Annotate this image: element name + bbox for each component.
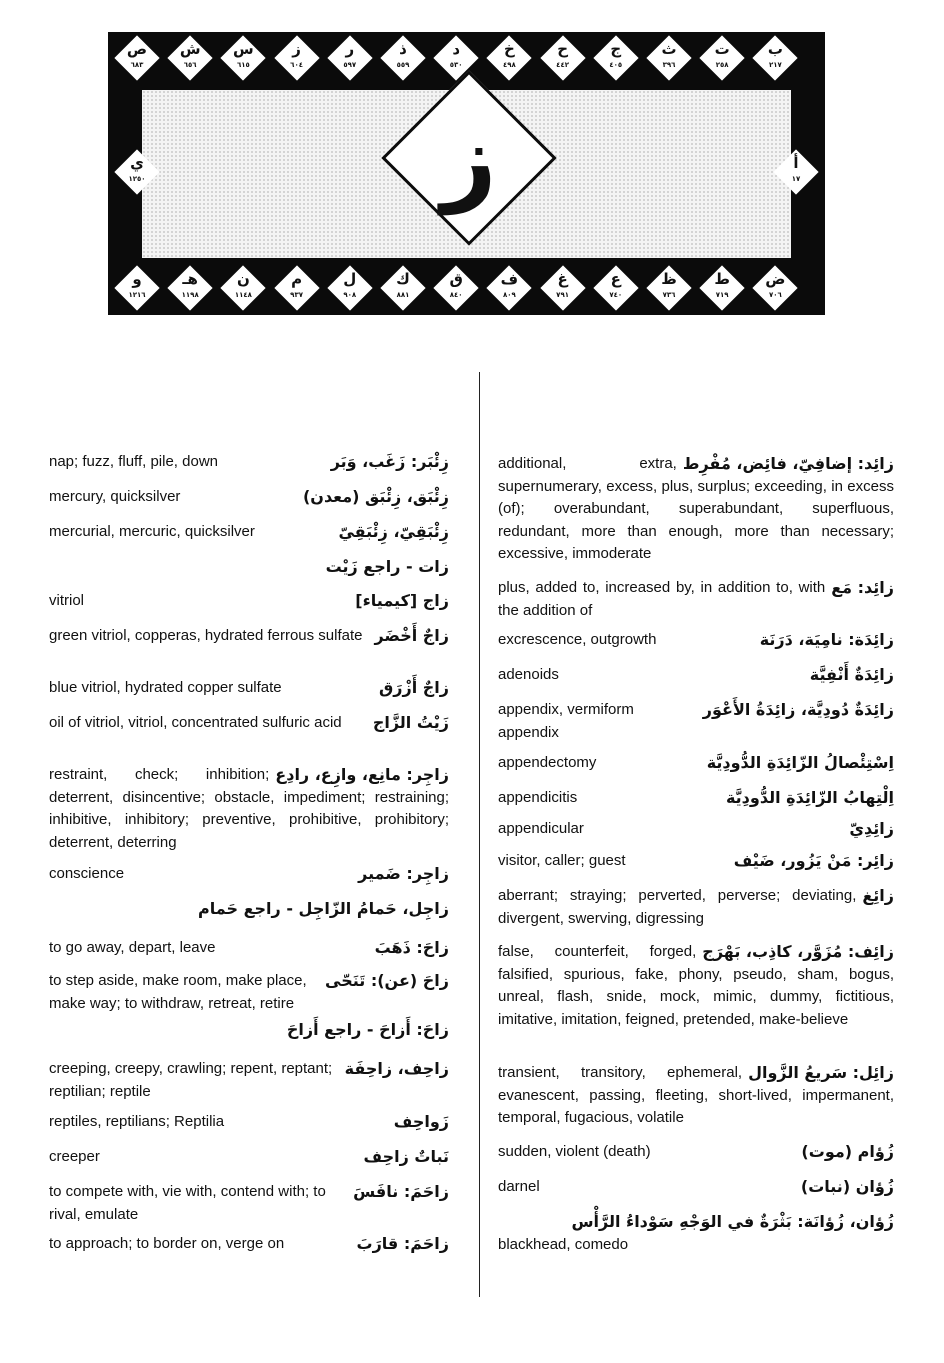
tile-page-number: ٥٥٩ <box>396 61 410 69</box>
entry-english: restraint, check; inhibition; deterrent, disincentive; obstacle, impediment; restraining; inhibitive, inhibitory; preventive, prohibitive, prohibitory; deterrent, deterring <box>49 766 449 851</box>
tile-page-number: ٥٣٠ <box>449 61 463 69</box>
entry-arabic: زائِدَةٌ أَنْفِيَّة <box>809 665 894 684</box>
tile-page-number: ٦٠٤ <box>290 61 303 69</box>
letter-index-tile[interactable] <box>487 36 531 80</box>
tile-page-number: ٩٠٨ <box>343 291 357 299</box>
tile-page-number: ٣٩٦ <box>662 61 676 69</box>
tile-letter: ح <box>557 40 568 58</box>
tile-page-number: ١١٤٨ <box>234 291 252 299</box>
tile-page-number: ٧٣٦ <box>662 291 676 299</box>
entry-arabic: زائِل: سَريعُ الزَّوال <box>748 1063 894 1082</box>
letter-index-tile[interactable] <box>753 36 797 80</box>
entry-english: sudden, violent (death) <box>498 1143 651 1160</box>
entry-english: to step aside, make room, make place, make way; to withdraw, retreat, retire <box>49 972 307 1012</box>
letter-index-tile[interactable] <box>221 36 265 80</box>
entry-english: visitor, caller; guest <box>498 852 626 869</box>
dictionary-entry <box>498 1176 894 1199</box>
entry-english: appendectomy <box>498 754 597 771</box>
dictionary-entry <box>498 629 894 652</box>
current-letter: ز <box>441 103 497 215</box>
entry-english: to go away, depart, leave <box>49 939 216 956</box>
entry-arabic: زائِف: مُزَوَّر، كاذِب، بَهْرَج <box>702 942 894 961</box>
tile-page-number: ٧٠٦ <box>768 291 782 299</box>
letter-index-tile[interactable] <box>594 36 638 80</box>
entry-english: green vitriol, copperas, hydrated ferrous sulfate <box>49 627 363 644</box>
entry-arabic: زَواحِف <box>393 1112 449 1131</box>
letter-index-tile[interactable] <box>168 266 212 310</box>
tile-letter: هـ <box>182 270 198 288</box>
dictionary-entry <box>49 970 449 1015</box>
entry-arabic: زِئْبَر: زَغَب، وَبَر <box>330 452 449 471</box>
tile-letter: ط <box>714 270 730 288</box>
tile-page-number: ٢١٧ <box>768 61 782 69</box>
dictionary-entry <box>49 863 449 886</box>
letter-index-tile[interactable] <box>700 266 744 310</box>
letter-index-tile[interactable] <box>275 36 319 80</box>
letter-index-tile[interactable] <box>541 266 585 310</box>
tile-page-number: ٦٥٦ <box>183 61 197 69</box>
letter-index-tile[interactable] <box>275 266 319 310</box>
entry-english: appendicitis <box>498 789 578 806</box>
tile-page-number: ٢٥٨ <box>715 61 729 69</box>
entry-arabic: زاحَ: أَزاحَ - راجع أَزاحَ <box>286 1020 449 1039</box>
letter-index-tile[interactable] <box>753 266 797 310</box>
entry-arabic: زاجٌ أَزْرَق <box>378 678 449 697</box>
entry-english: creeping, creepy, crawling; repent, reptant; reptilian; reptile <box>49 1060 333 1100</box>
entry-arabic: زائِدَة: نامِيَة، دَرَنَة <box>759 630 894 649</box>
entry-english: reptiles, reptilians; Reptilia <box>49 1113 225 1130</box>
tile-page-number: ٧٤٠ <box>609 291 623 299</box>
entry-arabic: زاجِر: ضَمير <box>358 864 449 883</box>
entry-english: transient, transitory, ephemeral, evanescent, passing, fleeting, short-lived, impermanent, temporal, fugacious, volatile <box>498 1064 894 1126</box>
entry-arabic: زاحَمَ: قارَبَ <box>356 1234 449 1253</box>
entry-arabic: زائِد: مَع <box>831 578 894 597</box>
letter-index-tile[interactable] <box>221 266 265 310</box>
letter-index-tile[interactable] <box>381 266 425 310</box>
entry-arabic: نَباتٌ زاحِف <box>363 1147 449 1166</box>
tile-letter: ك <box>396 270 410 288</box>
entry-english: darnel <box>498 1178 540 1195</box>
letter-index-tile[interactable] <box>115 36 159 80</box>
column-divider <box>479 372 480 1297</box>
tile-page-number: ٨٤٠ <box>449 291 463 299</box>
entry-english: blackhead, comedo <box>498 1235 629 1253</box>
dictionary-entry <box>498 818 894 841</box>
entry-english: appendicular <box>498 820 584 837</box>
dictionary-entry <box>49 937 449 960</box>
tile-page-number: ٦٨٣ <box>130 61 144 69</box>
entry-arabic: زاحَمَ: نافَسَ <box>353 1182 449 1201</box>
dictionary-entry <box>49 1111 449 1134</box>
tile-letter: ز <box>292 40 301 58</box>
dictionary-entry <box>498 752 894 775</box>
entry-arabic: زاجِر: مانِع، وازِع، رادِع <box>275 765 449 784</box>
tile-page-number: ٩٣٧ <box>290 291 303 299</box>
dictionary-entry <box>49 1146 449 1169</box>
tile-page-number: ١٢٥٠ <box>128 175 146 183</box>
dictionary-entry <box>49 898 449 921</box>
letter-index-tile[interactable] <box>168 36 212 80</box>
tile-page-number: ٦١٥ <box>236 61 250 69</box>
tile-letter: ع <box>610 270 621 288</box>
letter-index-tile[interactable] <box>381 36 425 80</box>
tile-letter: غ <box>557 270 568 288</box>
tile-letter: ذ <box>399 40 407 58</box>
tile-letter: و <box>132 270 142 288</box>
entry-english: conscience <box>49 865 125 882</box>
tile-letter: ي <box>130 154 144 172</box>
tile-page-number: ٥٩٧ <box>343 61 357 69</box>
tile-letter: ب <box>767 40 783 58</box>
letter-index-tile[interactable] <box>328 36 372 80</box>
entry-arabic: زُؤان (نبات) <box>800 1177 894 1196</box>
entry-arabic: زائِد: إضافِيّ، فائِض، مُفْرِط <box>682 454 894 473</box>
entry-english: nap; fuzz, fluff, pile, down <box>49 453 218 470</box>
tile-page-number: ٧١٩ <box>715 291 729 299</box>
entry-arabic: زِئْبَق، زِئْبَق (معدن) <box>302 487 449 506</box>
tile-letter: ق <box>449 270 463 288</box>
dictionary-entry <box>498 1211 894 1256</box>
entry-arabic: زِئْبَقِيّ، زِئْبَقِيّ <box>338 522 449 541</box>
entry-english: adenoids <box>498 666 559 683</box>
entry-english: appendix, vermiform appendix <box>498 701 634 741</box>
entry-english: excrescence, outgrowth <box>498 631 657 648</box>
tile-letter: ظ <box>661 270 677 288</box>
tile-letter: ص <box>126 40 148 58</box>
letter-index-tile[interactable] <box>700 36 744 80</box>
tile-letter: ث <box>661 40 677 58</box>
dictionary-entry <box>49 625 449 648</box>
entry-arabic: زاجٌ أَخْضَر <box>374 626 449 645</box>
tile-letter: س <box>233 40 254 58</box>
tile-page-number: ٤٤٢ <box>556 61 569 69</box>
tile-letter: ت <box>714 40 730 58</box>
tile-letter: ج <box>610 40 622 58</box>
entry-english: oil of vitriol, vitriol, concentrated sulfuric acid <box>49 714 342 731</box>
dictionary-entry <box>49 677 449 700</box>
dictionary-entry <box>49 764 449 854</box>
tile-page-number: ١٢١٦ <box>128 291 146 299</box>
entry-arabic: زات - راجع زَيْت <box>325 557 449 576</box>
letter-index-tile[interactable] <box>774 150 818 194</box>
tile-letter: أ <box>793 154 799 172</box>
entry-arabic: زائِر: مَنْ يَزُور، ضَيْف <box>733 851 894 870</box>
entry-arabic: اِسْتِئْصالُ الزّائِدَةِ الدُّودِيَّة <box>706 753 894 772</box>
entry-arabic: زاج [كيمياء] <box>355 591 449 610</box>
dictionary-entry <box>49 451 449 474</box>
dictionary-entry <box>498 1062 894 1130</box>
entry-english: creeper <box>49 1148 100 1165</box>
entry-arabic: زاحِف، زاحِفَة <box>344 1059 449 1078</box>
entry-arabic: اِلْتِهابُ الزّائِدَةِ الدُّودِيَّة <box>725 788 894 807</box>
dictionary-entry <box>498 787 894 810</box>
entry-arabic: زائِغ <box>862 886 894 905</box>
tile-page-number: ٧٩١ <box>556 291 569 299</box>
letter-index-tile[interactable] <box>115 266 159 310</box>
tile-letter: ل <box>343 270 357 288</box>
entry-english: vitriol <box>49 592 85 609</box>
dictionary-entry <box>498 1141 894 1164</box>
dictionary-entry <box>498 850 894 873</box>
tile-page-number: ٤٠٥ <box>609 61 623 69</box>
letter-index-tile[interactable] <box>541 36 585 80</box>
entry-arabic: زاحَ: ذَهَبَ <box>374 938 449 957</box>
dictionary-entry <box>49 590 449 613</box>
dictionary-entry <box>498 885 894 930</box>
entry-arabic: زاحَ (عن): تَنَحّى <box>325 971 449 990</box>
entry-arabic: زاجِل، حَمامُ الزّاجِل - راجع حَمام <box>198 899 449 918</box>
entry-english: additional, extra, supernumerary, excess, plus, surplus; exceeding, in excess (of); overabundant, superabundant, superfluous, redundant, more than enough, more than necessary; excessive, immoderate <box>498 455 894 562</box>
dictionary-entry <box>49 556 449 579</box>
letter-index-tile[interactable] <box>487 266 531 310</box>
tile-page-number: ٤٩٨ <box>502 61 516 69</box>
entry-arabic: زُؤان، زُؤانَة: بَثْرَةٌ في الوَجْهِ سَوْداءُ الرَّأْس <box>571 1212 894 1231</box>
tile-letter: ش <box>179 40 201 58</box>
entry-english: mercurial, mercuric, quicksilver <box>49 523 255 540</box>
dictionary-entry <box>49 1058 449 1103</box>
tile-letter: د <box>452 40 461 58</box>
tile-letter: ر <box>345 40 355 58</box>
entry-arabic: زائِدِيّ <box>849 819 894 838</box>
tile-page-number: ١٧ <box>791 175 801 183</box>
tile-letter: ض <box>765 270 786 288</box>
entry-arabic: زُؤام (موت) <box>801 1142 894 1161</box>
letter-index-tile[interactable] <box>328 266 372 310</box>
entry-english: to compete with, vie with, contend with; to rival, emulate <box>49 1183 326 1223</box>
tile-letter: ن <box>236 270 250 288</box>
entry-arabic: زائِدَةٌ دُودِيَّة، زائِدَةُ الأَعْوَر <box>702 700 894 719</box>
letter-index-tile[interactable] <box>434 266 478 310</box>
dictionary-entry <box>498 664 894 687</box>
tile-letter: ف <box>500 270 519 288</box>
tile-letter: خ <box>503 40 515 58</box>
entry-english: plus, added to, increased by, in addition to, with the addition of <box>498 579 826 619</box>
entry-english: mercury, quicksilver <box>49 488 181 505</box>
entry-english: blue vitriol, hydrated copper sulfate <box>49 679 282 696</box>
letter-index-tile[interactable] <box>115 150 159 194</box>
letter-index-tile[interactable] <box>647 266 691 310</box>
letter-index-tile[interactable] <box>647 36 691 80</box>
entry-english: to approach; to border on, verge on <box>49 1235 285 1252</box>
dictionary-entry <box>498 577 894 622</box>
tile-page-number: ٨٠٩ <box>502 291 516 299</box>
dictionary-entry <box>49 1181 449 1226</box>
dictionary-entry <box>498 699 894 744</box>
entry-english: aberrant; straying; perverted, perverse; deviating, divergent, swerving, digressing <box>498 887 857 927</box>
dictionary-entry <box>49 712 449 735</box>
dictionary-entry <box>49 1019 449 1042</box>
entry-english: false, counterfeit, forged, falsified, spurious, fake, phony, pseudo, sham, bogus, unreal, flash, snide, mock, mimic, dummy, fictitious, imitative, imitation, feigned, pretended, make-believe <box>498 943 894 1028</box>
tile-page-number: ٨٨١ <box>396 291 410 299</box>
entry-arabic: زَيْتُ الزَّاج <box>372 713 449 732</box>
dictionary-entry <box>49 1233 449 1256</box>
tile-page-number: ١١٩٨ <box>181 291 199 299</box>
dictionary-entry <box>498 941 894 1031</box>
tile-letter: م <box>291 270 303 288</box>
dictionary-entry <box>49 486 449 509</box>
letter-index-tile[interactable] <box>594 266 638 310</box>
dictionary-entry <box>49 521 449 544</box>
dictionary-entry <box>498 453 894 566</box>
